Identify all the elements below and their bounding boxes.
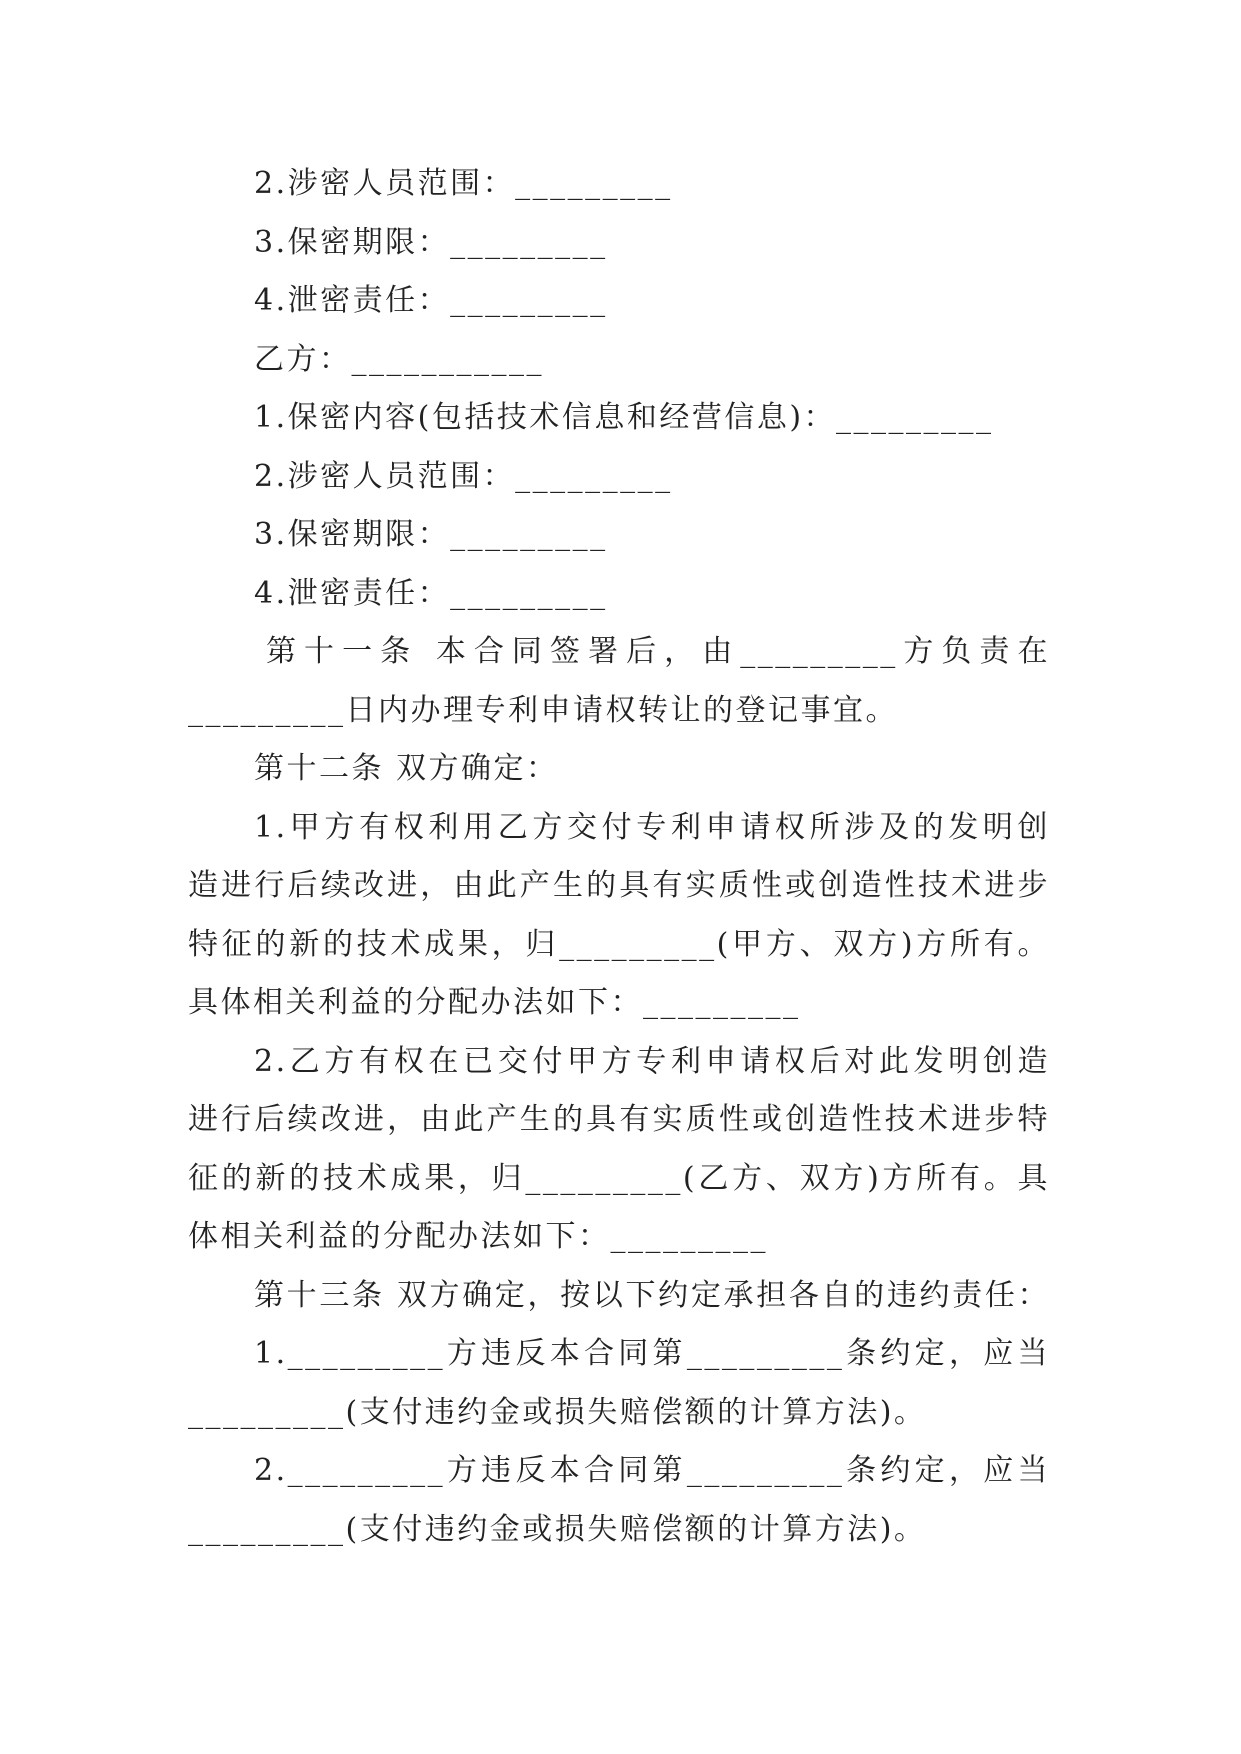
- article-11-line-1: 第十一条 本合同签署后，由_________方负责在: [266, 634, 1050, 669]
- article-12-item-1-line-4: 具体相关利益的分配办法如下：_________: [188, 985, 801, 1020]
- article-12-item-1-line-2: 造进行后续改进，由此产生的具有实质性或创造性技术进步: [188, 868, 1050, 903]
- article-13-heading: 第十三条 双方确定，按以下约定承担各自的违约责任：: [254, 1277, 1050, 1313]
- article-13-item-1-line-1: 1._________方违反本合同第_________条约定，应当: [254, 1336, 1050, 1371]
- party-b-liability-line: 4.泄密责任：_________: [254, 575, 608, 611]
- article-13-item-2-line-2: _________(支付违约金或损失赔偿额的计算方法)。: [188, 1511, 927, 1547]
- party-b-heading: 乙方：___________: [254, 341, 544, 377]
- article-11-line-2: _________日内办理专利申请权转让的登记事宜。: [188, 692, 898, 728]
- article-12-item-2-line-1: 2.乙方有权在已交付甲方专利申请权后对此发明创造: [254, 1043, 1050, 1079]
- article-12-item-1-line-3: 特征的新的技术成果，归_________(甲方、双方)方所有。: [188, 926, 1050, 962]
- article-12-item-1-line-1: 1.甲方有权利用乙方交付专利申请权所涉及的发明创: [254, 809, 1050, 845]
- party-a-scope-line: 2.涉密人员范围：_________: [254, 166, 673, 201]
- article-12-item-2-line-3: 征的新的技术成果，归_________(乙方、双方)方所有。具: [188, 1160, 1050, 1196]
- document-body: [188, 155, 1050, 1559]
- party-b-scope-line: 2.涉密人员范围：_________: [254, 458, 673, 494]
- article-12-heading: 第十二条 双方确定：: [254, 751, 559, 786]
- party-a-liability-line: 4.泄密责任：_________: [254, 283, 608, 318]
- article-12-item-2-line-2: 进行后续改进，由此产生的具有实质性或创造性技术进步特: [188, 1102, 1050, 1137]
- party-a-period-line: 3.保密期限：_________: [254, 224, 608, 260]
- party-b-content-line: 1.保密内容(包括技术信息和经营信息)：_________: [254, 400, 994, 435]
- article-13-item-2-line-1: 2._________方违反本合同第_________条约定，应当: [254, 1453, 1050, 1488]
- party-b-period-line: 3.保密期限：_________: [254, 517, 608, 552]
- article-13-item-1-line-2: _________(支付违约金或损失赔偿额的计算方法)。: [188, 1394, 927, 1430]
- article-12-item-2-line-4: 体相关利益的分配办法如下：_________: [188, 1219, 768, 1254]
